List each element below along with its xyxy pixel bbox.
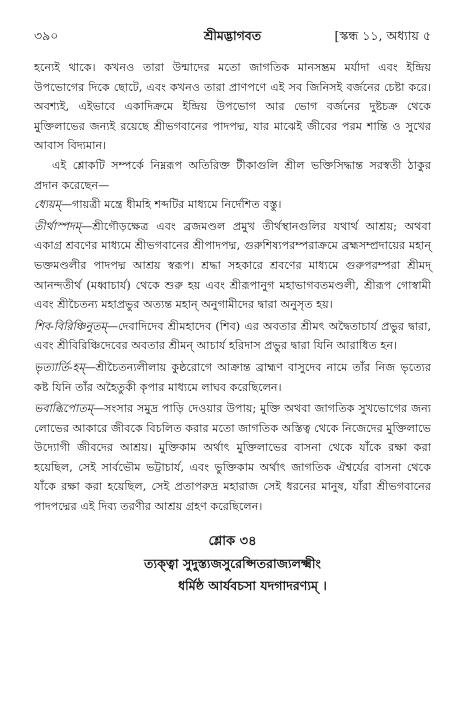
gloss-text: —দেবাদিদেব শ্রীমহাদেব (শিব) এর অবতার শ্রীমৎ অদ্বৈতাচার্য প্রভুর দ্বারা, এবং শ্রীবিরিঞ্চিদেবের অবতার শ্রীমন্ আচার্য হরিদাস প্রভুর দ্বারা যিনি আরাধিত হন। (34, 319, 431, 353)
gloss-bhavabdhi-potam (34, 399, 431, 517)
gloss-shiva-virinchi-nutam (34, 317, 431, 356)
gloss-text: —শ্রীচৈতন্যলীলায় কুষ্ঠরোগে আক্রান্ত ব্রাহ্মণ বাসুদেব নামে তাঁর নিজ ভৃত্যের কষ্ট যিনি তাঁর অহৈতুকী কৃপার মাধ্যমে লাঘব করেছিলেন। (34, 360, 431, 394)
page-number: ৩৯০ (34, 28, 59, 43)
gloss-bhrityarti-ham (34, 358, 431, 397)
section-reference: [স্কন্ধ ১১, অধ্যায় ৫ (334, 28, 431, 43)
paragraph-continuation: হন্যেই থাকে। কখনও তারা উন্মাদের মতো জাগতিক মানসম্ভ্রম মর্যাদা এবং ইন্দ্রিয় উপভোগের দিকে ছোটে, এবং কখনও তারা প্রাণপণে এই সব জিনিসই বর্জনের চেষ্টা করে। অবশ্যই, এইভাবে একাদিক্রমে ইন্দ্রিয় উপভোগ আর ভোগ বর্জনের দুষ্টচক্র থেকে মুক্তিলাভের জন্যই রয়েছে শ্রীভগবানের পাদপদ্ম, যার মাঝেই জীবের পরম শান্তি ও সুখের আবাস বিদ্যমান। (34, 61, 431, 153)
gloss-tirthaspadam (34, 217, 431, 315)
purport-body (34, 58, 431, 517)
page-header (34, 28, 431, 50)
verse-heading: শ্লোক ৩৪ (208, 533, 257, 549)
gloss-text: —শ্রীগৌড়ক্ষেত্র এবং ব্রজমণ্ডল প্রমুখ তীর্থস্থানগুলির যথার্থ আশ্রয়; অথবা একাগ্র শ্রবণের মাধ্যমে শ্রীভগবানের শ্রীপাদপদ্ম, গুরুশিষ্যপরম্পরাক্রমে ব্রহ্মসম্প্রদায়ের মহান্ ভক্তমণ্ডলীর পাদপদ্ম আশ্রয় স্বরূপ। শ্রদ্ধা সহকারে শ্রবণের মাধ্যমে গুরুপরম্পরা শ্রীমদ্ আনন্দতীর্থ (মধ্বাচার্য) থেকে শুরু হয় এবং শ্রীরূপানুগ মহাভাগবতমণ্ডলী, শ্রীরূপ গোস্বামী এবং শ্রীচৈতন্য মহাপ্রভুর অত্যন্ত মহান্ অনুগামীদের দ্বারা অনুসৃত হয়। (34, 219, 431, 312)
verse-line-2: ধর্মিষ্ঠ আর্যবচসা যদগাদরণ্যম্ । (178, 577, 327, 593)
gloss-term: ধ্যেয়ম্ (34, 198, 61, 212)
gloss-text: —গায়ত্রী মন্ত্রে ধীমহি শব্দটির মাধ্যমে নির্দেশিত বস্তু। (60, 198, 282, 212)
gloss-term: ভৃত্যার্তি-হম্ (34, 360, 85, 374)
gloss-term: তীর্থাস্পদম্ (34, 219, 82, 233)
gloss-term: শিব-বিরিঞ্চিনুতম্ (34, 319, 107, 333)
verse-block (34, 531, 431, 597)
gloss-dhyeyam (34, 195, 431, 215)
book-title: শ্রীমদ্ভাগবত (203, 28, 262, 43)
gloss-text: —সংসার সমুদ্র পাড়ি দেওয়ার উপায়; মুক্তি অথবা জাগতিক সুখভোগের জন্য লোভের আকারে জীবকে বিচলিত করার মতো জাগতিক অস্তিত্ব থেকে নিজেদের মুক্তিলাভে উদ্যোগী জীবদের আশ্রয়। মুক্তিকাম অর্থাৎ মুক্তিলাভের বাসনা থেকে যাঁকে রক্ষা করা হয়েছিল, সেই সার্বভৌম ভট্টাচার্য, এবং ভুক্তিকাম অর্থাৎ জাগতিক ঐশ্বর্যের বাসনা থেকে যাঁকে রক্ষা করা হয়েছিল, সেই প্রতাপরুদ্র মহারাজ সেই ধরনের মানুষ, যাঁরা শ্রীভগবানের পাদপদ্মের এই দিব্য তরণীর আশ্রয় গ্রহণ করেছিলেন। (34, 402, 431, 514)
gloss-term: ভবাব্ধিপোতম্ (34, 402, 93, 416)
verse-line-1: ত্যক্ত্বা সুদুস্ত্যজসুরেপ্সিতরাজ্যলক্ষ্মীং (144, 555, 321, 571)
paragraph-commentary-intro: এই শ্লোকটি সম্পর্কে নিম্নরূপ অতিরিক্ত টীকাগুলি শ্রীল ভক্তিসিদ্ধান্ত সরস্বতী ঠাকুর প্রদান করেছেন— (34, 158, 431, 192)
